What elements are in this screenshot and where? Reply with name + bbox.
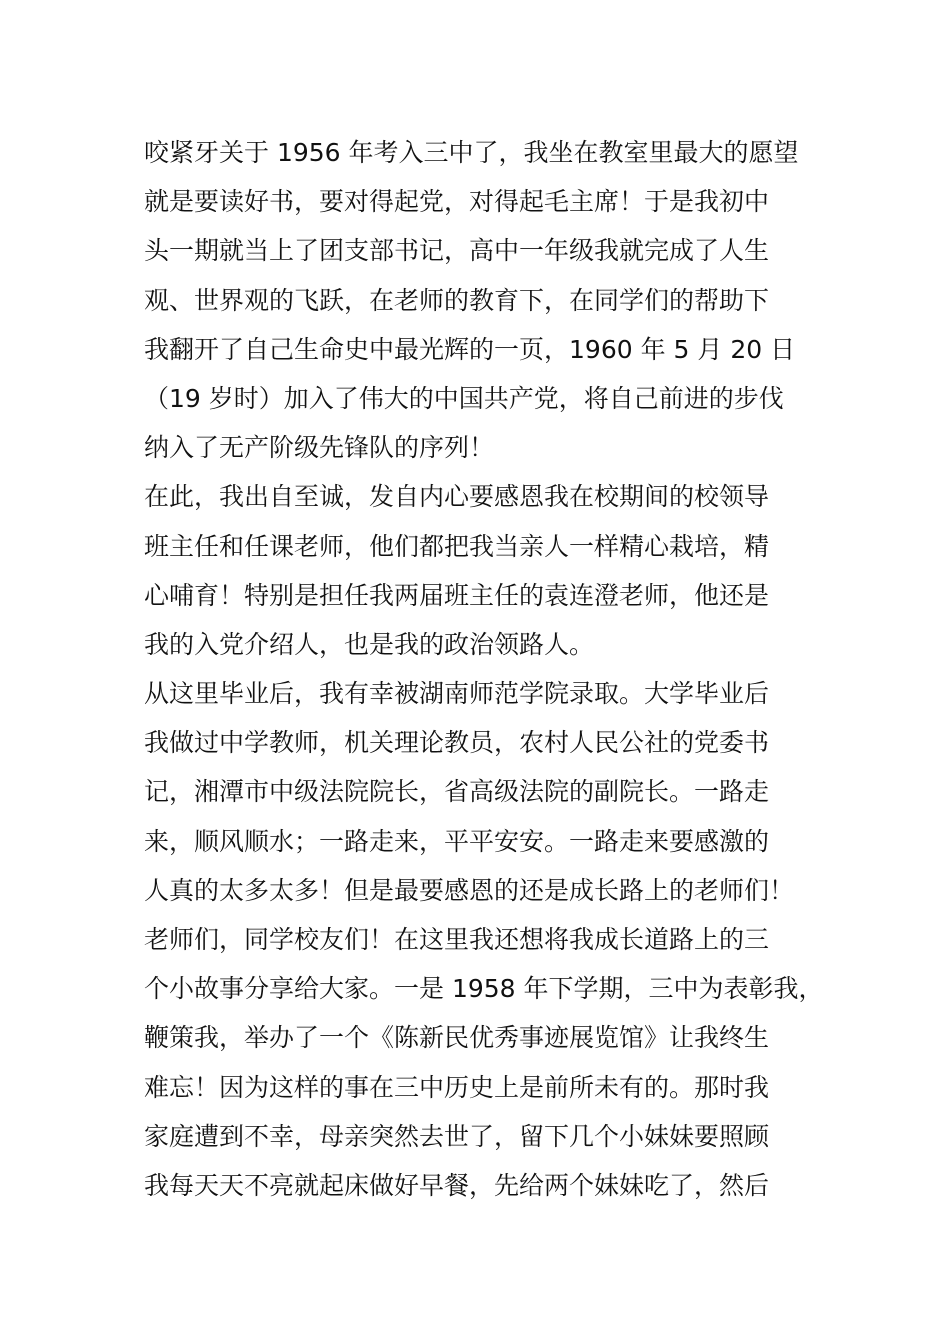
text-line-9: 班主任和任课老师，他们都把我当亲人一样精心栽培，精 (144, 531, 770, 561)
text-line-11: 我的入党介绍人，也是我的政治领路人。 (144, 629, 595, 659)
text-line-3: 头一期就当上了团支部书记，高中一年级我就完成了人生 (144, 236, 770, 266)
text-line-4: 观、世界观的飞跃，在老师的教育下，在同学们的帮助下 (144, 285, 770, 315)
text-line-12: 从这里毕业后，我有幸被湖南师范学院录取。大学毕业后 (144, 679, 770, 709)
text-line-17: 老师们，同学校友们！在这里我还想将我成长道路上的三 (144, 925, 770, 954)
text-line-6: （19 岁时）加入了伟大的中国共产党，将自己前进的步伐 (144, 383, 784, 413)
text-line-1: 咬紧牙关于 1956 年考入三中了，我坐在教室里最大的愿望 (144, 138, 799, 167)
text-line-2: 就是要读好书，要对得起党，对得起毛主席！于是我初中 (144, 187, 770, 217)
text-line-13: 我做过中学教师，机关理论教员，农村人民公社的党委书 (144, 728, 770, 758)
text-line-16: 人真的太多太多！但是最要感恩的还是成长路上的老师们！ (144, 875, 795, 905)
body-text (144, 128, 824, 1210)
text-line-21: 家庭遭到不幸，母亲突然去世了，留下几个小妹妹要照顾 (144, 1121, 770, 1151)
text-line-8: 在此，我出自至诚，发自内心要感恩我在校期间的校领导 (144, 482, 770, 512)
text-line-22: 我每天天不亮就起床做好早餐，先给两个妹妹吃了，然后 (144, 1170, 770, 1200)
text-line-5: 我翻开了自己生命史中最光辉的一页，1960 年 5 月 20 日 (144, 334, 796, 364)
text-line-7: 纳入了无产阶级先锋队的序列！ (144, 433, 495, 463)
text-line-15: 来，顺风顺水；一路走来，平平安安。一路走来要感激的 (144, 826, 770, 856)
text-line-19: 鞭策我，举办了一个《陈新民优秀事迹展览馆》让我终生 (144, 1023, 770, 1053)
text-line-14: 记，湘潭市中级法院院长，省高级法院的副院长。一路走 (144, 777, 770, 807)
text-line-18: 个小故事分享给大家。一是 1958 年下学期，三中为表彰我， (144, 974, 824, 1004)
text-line-10: 心哺育！特别是担任我两届班主任的袁连澄老师，他还是 (144, 580, 770, 610)
text-line-20: 难忘！因为这样的事在三中历史上是前所未有的。那时我 (144, 1072, 770, 1102)
